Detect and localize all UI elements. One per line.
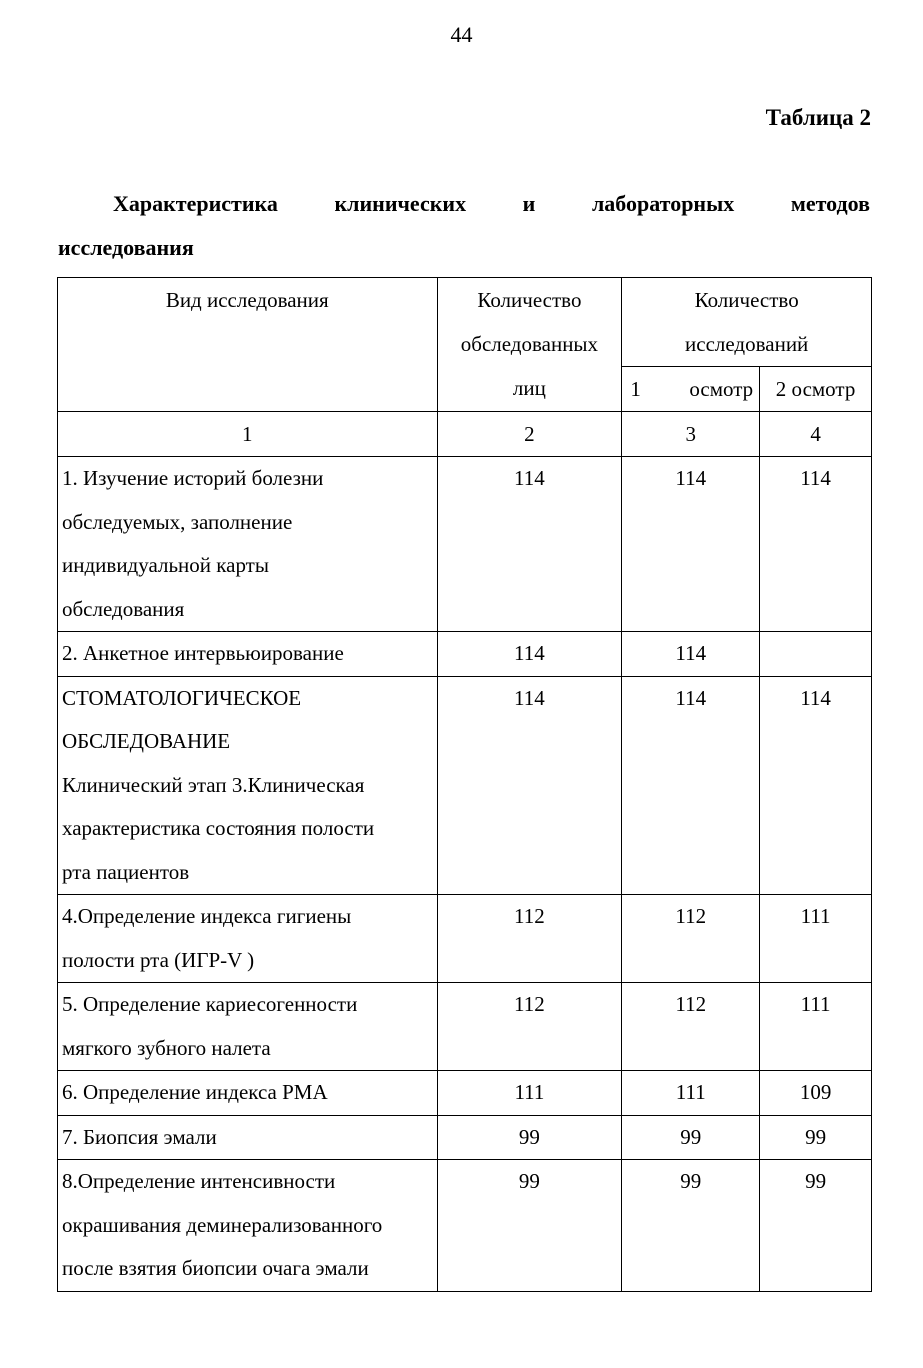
header-row <box>58 278 872 367</box>
table-row <box>58 1071 872 1116</box>
study-description-line: 7. Биопсия эмали <box>62 1124 217 1149</box>
exam-2-count: 111 <box>760 895 872 983</box>
header-exam-1 <box>622 367 760 412</box>
table-body <box>58 457 872 1292</box>
table-row <box>58 983 872 1071</box>
table-row <box>58 632 872 677</box>
header-persons-line: обследованных <box>460 332 599 356</box>
persons-count: 99 <box>437 1160 622 1292</box>
persons-count: 112 <box>437 983 622 1071</box>
exam-1-count: 114 <box>622 632 760 677</box>
methods-table <box>57 277 872 1292</box>
exam-1-count: 114 <box>622 676 760 895</box>
column-number: 2 <box>437 412 622 457</box>
study-description-line: 4.Определение индекса гигиены <box>62 904 352 928</box>
caption-line-2: исследования <box>58 235 194 260</box>
study-description-line: индивидуальной карты <box>62 553 269 577</box>
caption-word: и <box>522 191 536 216</box>
header-exam-1-number: 1 <box>630 377 641 401</box>
exam-2-count: 114 <box>760 457 872 632</box>
header-persons <box>437 278 622 412</box>
exam-1-count: 114 <box>622 457 760 632</box>
exam-2-count: 114 <box>760 676 872 895</box>
study-description <box>58 895 438 983</box>
persons-count: 99 <box>437 1115 622 1160</box>
study-description-line: 5. Определение кариесогенности <box>62 992 358 1016</box>
caption-line-1 <box>58 182 870 226</box>
column-number: 1 <box>58 412 438 457</box>
column-number: 4 <box>760 412 872 457</box>
persons-count: 114 <box>437 676 622 895</box>
study-description-line: мягкого зубного налета <box>62 1035 271 1060</box>
study-description-line: рта пациентов <box>62 859 190 884</box>
persons-count: 112 <box>437 895 622 983</box>
column-number: 3 <box>622 412 760 457</box>
study-description-line: СТОМАТОЛОГИЧЕСКОЕ <box>62 685 302 710</box>
exam-1-count: 112 <box>622 983 760 1071</box>
exam-2-count: 109 <box>760 1071 872 1116</box>
study-description <box>58 1160 438 1292</box>
caption-word: методов <box>790 191 870 216</box>
study-description <box>58 632 438 677</box>
study-description-line: ОБСЛЕДОВАНИЕ <box>62 729 231 753</box>
study-description-line: окрашивания деминерализованного <box>62 1212 383 1237</box>
persons-count: 114 <box>437 632 622 677</box>
table-row <box>58 1160 872 1292</box>
exam-1-count: 99 <box>622 1115 760 1160</box>
study-description <box>58 676 438 895</box>
exam-2-count <box>760 632 872 677</box>
header-exam-1-word: осмотр <box>689 377 754 401</box>
study-description <box>58 1115 438 1160</box>
study-description-line: 8.Определение интенсивности <box>62 1169 336 1193</box>
table-row <box>58 676 872 895</box>
study-description-line: Клинический этап 3.Клиническая <box>62 772 365 797</box>
table-row <box>58 895 872 983</box>
header-study-type: Вид исследования <box>58 278 438 412</box>
study-description-line: 1. Изучение историй болезни <box>62 466 324 490</box>
exam-1-count: 111 <box>622 1071 760 1116</box>
table-row <box>58 457 872 632</box>
header-studies <box>622 278 872 367</box>
study-description-line: 2. Анкетное интервьюирование <box>62 641 344 665</box>
header-exam-2: 2 осмотр <box>760 367 872 412</box>
exam-1-count: 99 <box>622 1160 760 1292</box>
persons-count: 114 <box>437 457 622 632</box>
study-description-line: обследования <box>62 596 185 621</box>
table-row <box>58 1115 872 1160</box>
header-studies-line: Количество <box>694 288 799 312</box>
persons-count: 111 <box>437 1071 622 1116</box>
caption-word: Характеристика <box>113 191 278 216</box>
study-description-line: характеристика состояния полости <box>62 816 375 840</box>
caption-word: клинических <box>334 191 467 216</box>
exam-2-count: 111 <box>760 983 872 1071</box>
study-description-line: обследуемых, заполнение <box>62 509 293 534</box>
column-numbers-row <box>58 412 872 457</box>
table-label: Таблица 2 <box>765 105 871 130</box>
header-studies-line: исследований <box>685 332 809 356</box>
caption-word: лабораторных <box>591 191 735 216</box>
study-description <box>58 457 438 632</box>
header-persons-line: лиц <box>512 376 546 400</box>
page-number: 44 <box>450 22 473 47</box>
study-description-line: после взятия биопсии очага эмали <box>62 1256 369 1280</box>
exam-2-count: 99 <box>760 1115 872 1160</box>
study-description <box>58 1071 438 1116</box>
study-description-line: полости рта (ИГР-V ) <box>62 947 255 972</box>
table-caption <box>58 182 870 270</box>
header-persons-line: Количество <box>477 288 582 312</box>
study-description <box>58 983 438 1071</box>
study-description-line: 6. Определение индекса РМА <box>62 1080 328 1104</box>
exam-2-count: 99 <box>760 1160 872 1292</box>
exam-1-count: 112 <box>622 895 760 983</box>
